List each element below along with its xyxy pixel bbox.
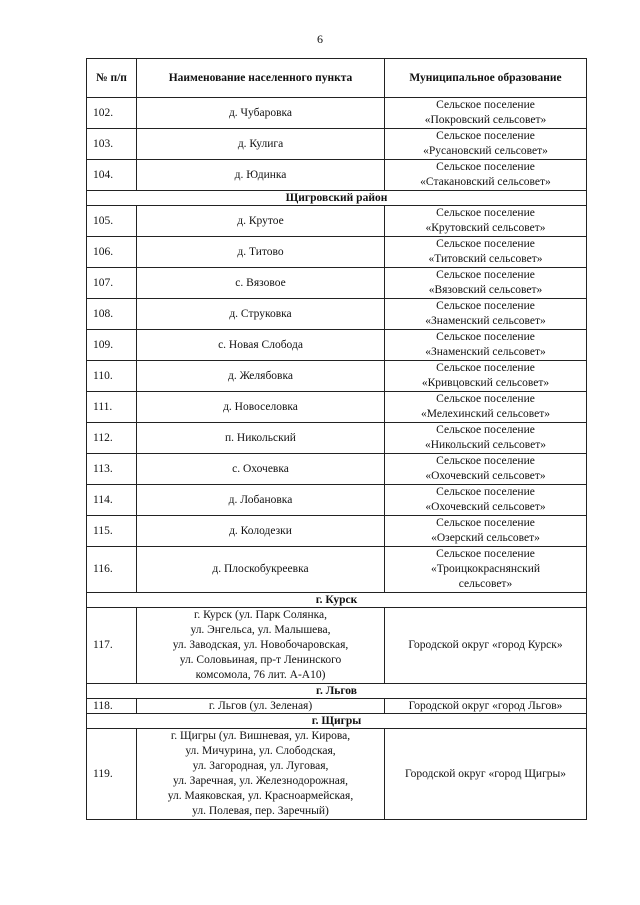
municipality [385, 392, 587, 423]
row-number: 108. [87, 299, 137, 330]
name-line: ул. Энгельса, ул. Малышева, [190, 624, 331, 636]
settlement-name: п. Никольский [137, 423, 385, 454]
section-row-shchigry [87, 714, 587, 729]
municipality-line: Сельское поселение [436, 300, 535, 312]
table-row [87, 237, 587, 268]
name-line: ул. Полевая, пер. Заречный) [192, 805, 329, 817]
settlement-name: д. Струковка [137, 299, 385, 330]
row-number: 110. [87, 361, 137, 392]
section-title: г. Льгов [87, 684, 587, 699]
row-number: 105. [87, 206, 137, 237]
municipality [385, 330, 587, 361]
table-row [87, 361, 587, 392]
settlements-table [86, 58, 587, 820]
municipality-line: «Никольский сельсовет» [424, 439, 547, 451]
municipality: Городской округ «город Курск» [385, 608, 587, 684]
settlement-name: д. Крутое [137, 206, 385, 237]
municipality-line: «Кривцовский сельсовет» [421, 377, 550, 389]
header-number: № п/п [87, 59, 137, 98]
municipality-line: Сельское поселение [436, 548, 535, 560]
settlement-name: г. Льгов (ул. Зеленая) [137, 699, 385, 714]
header-municipality: Муниципальное образование [385, 59, 587, 98]
settlement-name: с. Новая Слобода [137, 330, 385, 361]
table-row [87, 423, 587, 454]
municipality-line: Сельское поселение [436, 99, 535, 111]
settlement-name [137, 608, 385, 684]
row-number: 102. [87, 98, 137, 129]
settlement-name: д. Юдинка [137, 160, 385, 191]
table-row [87, 454, 587, 485]
table-header-row [87, 59, 587, 98]
row-number: 113. [87, 454, 137, 485]
row-number: 106. [87, 237, 137, 268]
municipality-line: Сельское поселение [436, 486, 535, 498]
table-row [87, 206, 587, 237]
municipality [385, 237, 587, 268]
municipality-line: Сельское поселение [436, 331, 535, 343]
municipality-line: «Знаменский сельсовет» [425, 315, 546, 327]
table-body [87, 98, 587, 820]
municipality-line: «Русановский сельсовет» [423, 145, 548, 157]
row-number: 114. [87, 485, 137, 516]
table-row [87, 392, 587, 423]
municipality [385, 206, 587, 237]
row-number: 119. [87, 729, 137, 820]
municipality-line: Сельское поселение [436, 517, 535, 529]
municipality-line: Сельское поселение [436, 130, 535, 142]
municipality [385, 98, 587, 129]
name-line: ул. Маяковская, ул. Красноармейская, [167, 790, 354, 802]
municipality-line: Сельское поселение [436, 362, 535, 374]
settlement-name: д. Новоселовка [137, 392, 385, 423]
municipality-line: «Охочевский сельсовет» [425, 501, 546, 513]
municipality [385, 423, 587, 454]
settlement-name: д. Плоскобукреевка [137, 547, 385, 593]
name-line: г. Курск (ул. Парк Солянка, [193, 609, 328, 621]
municipality-line: Сельское поселение [436, 238, 535, 250]
section-title: г. Щигры [87, 714, 587, 729]
section-row-shchigry-district [87, 191, 587, 206]
row-number: 116. [87, 547, 137, 593]
municipality-line: «Крутовский сельсовет» [425, 222, 546, 234]
table-row [87, 268, 587, 299]
municipality [385, 268, 587, 299]
name-line: ул. Соловьиная, пр-т Ленинского [179, 654, 342, 666]
municipality [385, 129, 587, 160]
municipality [385, 361, 587, 392]
section-title: Щигровский район [87, 191, 587, 206]
table-row [87, 98, 587, 129]
table-row [87, 729, 587, 820]
row-number: 118. [87, 699, 137, 714]
row-number: 107. [87, 268, 137, 299]
municipality [385, 299, 587, 330]
row-number: 111. [87, 392, 137, 423]
section-row-lgov [87, 684, 587, 699]
row-number: 103. [87, 129, 137, 160]
settlement-name: д. Титово [137, 237, 385, 268]
municipality-line: Сельское поселение [436, 207, 535, 219]
table-row [87, 299, 587, 330]
name-line: комсомола, 76 лит. А-А10) [195, 669, 326, 681]
section-title: г. Курск [87, 593, 587, 608]
municipality-line: «Озерский сельсовет» [431, 532, 540, 544]
settlement-name: с. Вязовое [137, 268, 385, 299]
table-row [87, 547, 587, 593]
municipality-line: Сельское поселение [436, 424, 535, 436]
table-row [87, 129, 587, 160]
municipality-line: Сельское поселение [436, 393, 535, 405]
table-row [87, 516, 587, 547]
table-row [87, 699, 587, 714]
municipality-line: Сельское поселение [436, 161, 535, 173]
page-number: 6 [317, 32, 323, 46]
name-line: ул. Мичурина, ул. Слободская, [185, 745, 336, 757]
section-row-kursk [87, 593, 587, 608]
settlement-name: д. Колодезки [137, 516, 385, 547]
settlement-name: с. Охочевка [137, 454, 385, 485]
name-line: г. Щигры (ул. Вишневая, ул. Кирова, [170, 730, 351, 742]
table-row [87, 160, 587, 191]
row-number: 115. [87, 516, 137, 547]
municipality [385, 160, 587, 191]
municipality-line: «Охочевский сельсовет» [425, 470, 546, 482]
municipality [385, 516, 587, 547]
municipality [385, 547, 587, 593]
municipality [385, 454, 587, 485]
name-line: ул. Загородная, ул. Луговая, [192, 760, 329, 772]
settlement-name: д. Кулига [137, 129, 385, 160]
row-number: 117. [87, 608, 137, 684]
municipality-line: Сельское поселение [436, 269, 535, 281]
settlement-name: д. Лобановка [137, 485, 385, 516]
table-row [87, 608, 587, 684]
municipality-line: сельсовет» [458, 578, 513, 590]
municipality: Городской округ «город Щигры» [385, 729, 587, 820]
table-row [87, 485, 587, 516]
row-number: 109. [87, 330, 137, 361]
municipality-line: «Титовский сельсовет» [428, 253, 543, 265]
municipality-line: «Покровский сельсовет» [424, 114, 547, 126]
municipality-line: «Мелехинский сельсовет» [421, 408, 550, 420]
municipality-line: Сельское поселение [436, 455, 535, 467]
municipality-line: «Троицкокраснянский [430, 563, 541, 575]
row-number: 112. [87, 423, 137, 454]
municipality: Городской округ «город Льгов» [385, 699, 587, 714]
municipality [385, 485, 587, 516]
municipality-line: «Стакановский сельсовет» [420, 176, 551, 188]
name-line: ул. Заречная, ул. Железнодорожная, [172, 775, 349, 787]
municipality-line: «Знаменский сельсовет» [425, 346, 546, 358]
name-line: ул. Заводская, ул. Новобочаровская, [172, 639, 349, 651]
municipality-line: «Вязовский сельсовет» [428, 284, 543, 296]
row-number: 104. [87, 160, 137, 191]
header-settlement-name: Наименование населенного пункта [137, 59, 385, 98]
settlement-name: д. Чубаровка [137, 98, 385, 129]
settlement-name [137, 729, 385, 820]
settlement-name: д. Желябовка [137, 361, 385, 392]
table-row [87, 330, 587, 361]
